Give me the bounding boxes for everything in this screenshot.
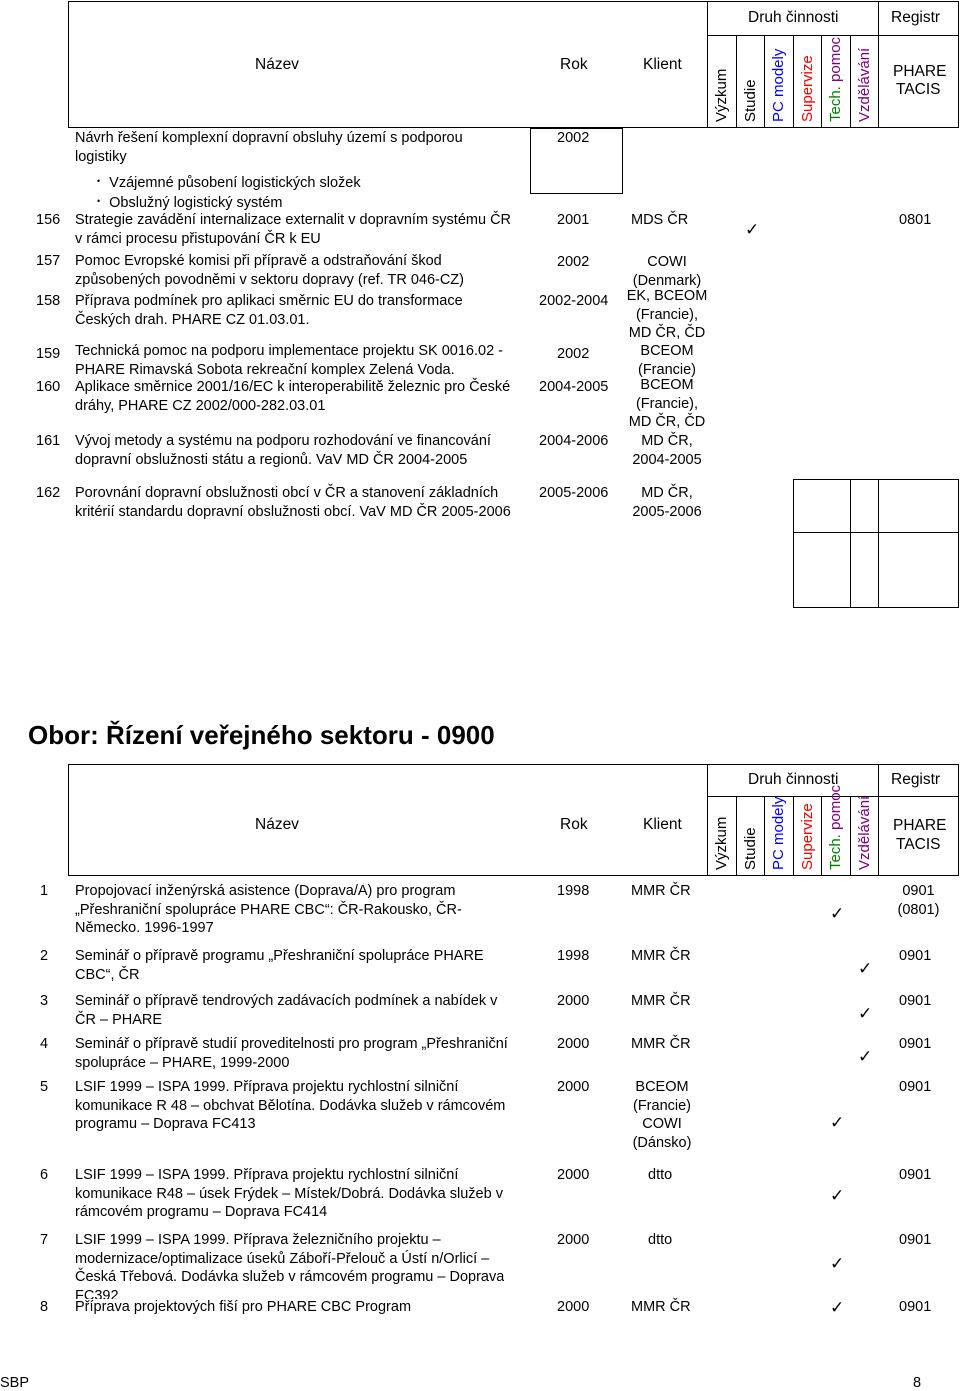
row-client: MMR ČR xyxy=(631,1299,691,1315)
registr-header: Registr xyxy=(891,771,941,788)
client-line: 2005-2006 xyxy=(632,503,702,520)
row-title-line: LSIF 1999 – ISPA 1999. Příprava projektu rychlostní silniční xyxy=(75,1167,459,1183)
tech-pomoc-header: Tech. pomoc xyxy=(827,36,844,122)
row-number: 6 xyxy=(40,1167,49,1183)
row-client xyxy=(612,376,722,432)
table-row xyxy=(75,211,511,248)
row-title-line: FC392 xyxy=(75,1287,119,1299)
row-registr: 0901 xyxy=(899,1167,932,1183)
row-title-line: Propojovací inženýrská asistence (Doprava/A) pro program xyxy=(75,883,456,899)
check-icon: ✓ xyxy=(830,1113,845,1132)
client-line: BCEOM xyxy=(635,1079,689,1095)
nazev-header: Název xyxy=(255,56,299,73)
check-icon: ✓ xyxy=(830,904,845,923)
phare-header: PHARE xyxy=(893,63,947,80)
row-title-line: Příprava podmínek pro aplikaci směrnic EU do transformace xyxy=(75,293,463,309)
row-year: 2001 xyxy=(557,212,590,228)
bullet-item: • Vzájemné působení logistických složek xyxy=(97,174,361,194)
client-line: COWI xyxy=(647,254,687,270)
row-year: 2002 xyxy=(557,254,590,270)
row-number: 1 xyxy=(40,883,49,899)
row-number: 2 xyxy=(40,948,49,964)
row-title-line: ČR – PHARE xyxy=(75,1011,163,1028)
row-client: MMR ČR xyxy=(631,883,691,899)
row-client xyxy=(612,1078,712,1152)
table-row xyxy=(75,1078,505,1134)
row-client: dtto xyxy=(648,1167,673,1183)
table-row xyxy=(75,432,491,469)
check-icon: ✓ xyxy=(830,1298,845,1317)
row-number: 156 xyxy=(36,212,61,228)
table-row xyxy=(75,992,497,1029)
row-client: MMR ČR xyxy=(631,1036,691,1052)
row-title-line: Aplikace směrnice 2001/16/EC k interoperabilitě železnic pro České xyxy=(75,379,511,395)
pc-modely-header: PC modely xyxy=(770,796,787,870)
row-year: 2000 xyxy=(557,1299,590,1315)
check-icon: ✓ xyxy=(830,1186,845,1205)
row-year: 2004-2005 xyxy=(539,379,609,395)
client-line: COWI xyxy=(642,1116,682,1132)
footer-page-number: 8 xyxy=(913,1375,922,1391)
row-title-line: Vývoj metody a systému na podporu rozhodování ve financování xyxy=(75,433,491,449)
registr-line: (0801) xyxy=(897,901,940,918)
row-title-line: komunikace R 48 – obchvat Bělotína. Dodávka služeb v rámcovém xyxy=(75,1097,506,1114)
check-icon: ✓ xyxy=(858,1004,873,1023)
row-year: 1998 xyxy=(557,948,590,964)
client-line: EK, BCEOM xyxy=(626,288,708,304)
client-line: BCEOM xyxy=(640,377,694,393)
row-year: 2000 xyxy=(557,1167,590,1183)
row-title-line: LSIF 1999 – ISPA 1999. Příprava projektu rychlostní silniční xyxy=(75,1079,459,1095)
row-title-line: Seminář o přípravě programu „Přeshraniční spolupráce PHARE xyxy=(75,948,484,964)
tacis-header: TACIS xyxy=(896,81,941,98)
studie-header: Studie xyxy=(742,827,759,870)
row-title-line: Seminář o přípravě studií proveditelnosti pro program „Přeshraniční xyxy=(75,1036,508,1052)
table-row xyxy=(75,1166,503,1222)
row-number: 8 xyxy=(40,1299,49,1315)
row-year: 2000 xyxy=(557,1232,590,1248)
row-number: 157 xyxy=(36,253,61,269)
klient-header: Klient xyxy=(643,816,682,833)
row-registr: 0901 xyxy=(899,1079,932,1095)
table-row xyxy=(75,129,463,166)
row-number: 158 xyxy=(36,293,61,309)
table1-empty-area xyxy=(793,479,959,608)
druh-cinnosti-header: Druh činnosti xyxy=(748,771,839,788)
table-row xyxy=(75,252,464,289)
row-client xyxy=(612,484,722,521)
row-registr: 0901 xyxy=(899,1232,932,1248)
table-row xyxy=(75,292,463,329)
nazev-header: Název xyxy=(255,816,299,833)
client-line: BCEOM xyxy=(640,343,694,359)
row-title-line: Česká Třebová. Dodávka služeb v rámcovém programu – Doprava xyxy=(75,1269,505,1285)
row-title-line: logistiky xyxy=(75,148,127,165)
table-row xyxy=(75,1231,504,1299)
row-number: 4 xyxy=(40,1036,49,1052)
registr-header: Registr xyxy=(891,9,941,26)
row-title-line: Německo. 1996-1997 xyxy=(75,920,214,936)
studie-header: Studie xyxy=(742,79,759,122)
row-registr xyxy=(878,882,959,919)
row-title-line: Pomoc Evropské komisi při přípravě a odstraňování škod xyxy=(75,253,442,269)
supervize-header: Supervize xyxy=(799,55,816,122)
row-client: MMR ČR xyxy=(631,948,691,964)
row-number: 5 xyxy=(40,1079,49,1095)
row-client: MDS ČR xyxy=(631,212,689,228)
client-line: (Francie), xyxy=(635,306,699,323)
row-title-line: programu – Doprava FC413 xyxy=(75,1116,256,1132)
vzdelavani-header: Vzdělávání xyxy=(856,795,873,870)
row-year: 2002-2004 xyxy=(539,293,609,309)
check-icon: ✓ xyxy=(745,220,760,239)
pc-modely-header: PC modely xyxy=(770,48,787,122)
row-title-line: dopravní obslužnosti státu a regionů. VaV MD ČR 2004-2005 xyxy=(75,451,468,468)
row-number: 160 xyxy=(36,379,61,395)
row-registr: 0901 xyxy=(899,948,932,964)
row-title-line: PHARE Rimavská Sobota rekreační komplex Zelená Voda. xyxy=(75,361,455,378)
vyzkum-header: Výzkum xyxy=(713,68,730,122)
table-row xyxy=(75,484,511,521)
table-row xyxy=(75,947,484,984)
tech-pomoc-header: Tech. pomoc xyxy=(827,784,844,870)
row-year: 2000 xyxy=(557,1079,590,1095)
row-registr: 0901 xyxy=(899,993,932,1009)
table-row xyxy=(75,1298,411,1317)
row-title-line: spolupráce – PHARE, 1999-2000 xyxy=(75,1054,290,1071)
client-line: MD ČR, xyxy=(641,433,693,449)
row-client: MMR ČR xyxy=(631,993,691,1009)
klient-header: Klient xyxy=(643,56,682,73)
row-year: 2005-2006 xyxy=(539,485,609,501)
rok-header: Rok xyxy=(560,56,588,73)
client-line: (Francie), xyxy=(635,395,699,412)
client-line: MD ČR, xyxy=(641,485,693,501)
row-registr: 0801 xyxy=(899,212,932,228)
row-title-line: způsobených povodněmi v sektoru dopravy (ref. TR 046-CZ) xyxy=(75,271,464,288)
check-icon: ✓ xyxy=(858,959,873,978)
row-year: 2000 xyxy=(557,1036,590,1052)
row-client xyxy=(612,432,722,469)
section-title: Obor: Řízení veřejného sektoru - 0900 xyxy=(28,720,495,750)
row-number: 3 xyxy=(40,993,49,1009)
row-title-line: Strategie zavádění internalizace externalit v dopravním systému ČR xyxy=(75,212,512,228)
row-title-line: Návrh řešení komplexní dopravní obsluhy území s podporou xyxy=(75,130,463,146)
row-number: 161 xyxy=(36,433,61,449)
row-title-line: CBC“, ČR xyxy=(75,966,140,983)
row-title-line: modernizace/optimalizace úseků Záboří-Přelouč a Ústí n/Orlicí – xyxy=(75,1250,490,1267)
client-line: 2004-2005 xyxy=(632,451,702,468)
row-client: dtto xyxy=(648,1232,673,1248)
row-number: 162 xyxy=(36,485,61,501)
row-title-line: Českých drah. PHARE CZ 01.03.01. xyxy=(75,311,310,328)
rok-header: Rok xyxy=(560,816,588,833)
row-title-line: kritérií standardu dopravní obslužnosti obcí. VaV MD ČR 2005-2006 xyxy=(75,503,511,520)
client-line: MD ČR, ČD xyxy=(628,325,706,341)
client-line: (Denmark) xyxy=(632,272,702,289)
row-title-line: Porovnání dopravní obslužnosti obcí v ČR a stanovení základních xyxy=(75,485,499,501)
druh-cinnosti-header: Druh činnosti xyxy=(748,9,839,26)
client-line: (Dánsko) xyxy=(632,1134,692,1151)
tacis-header: TACIS xyxy=(896,836,941,853)
row-title-line: rámcovém programu – Doprava FC414 xyxy=(75,1204,328,1220)
phare-header: PHARE xyxy=(893,817,947,834)
row-title-line: v rámci procesu přistupování ČR k EU xyxy=(75,230,321,247)
row-title-line: komunikace R48 – úsek Frýdek – Místek/Dobrá. Dodávka služeb v xyxy=(75,1185,503,1202)
row-title-line: „Přeshraniční spolupráce PHARE CBC“: ČR-Rakousko, ČR- xyxy=(75,901,462,918)
row-year: 2002 xyxy=(557,130,590,146)
table-row xyxy=(75,342,503,379)
row-year: 1998 xyxy=(557,883,590,899)
row-title-line: Technická pomoc na podporu implementace projektu SK 0016.02 - xyxy=(75,343,504,359)
row-client xyxy=(612,253,722,290)
vzdelavani-header: Vzdělávání xyxy=(856,47,873,122)
row-number: 7 xyxy=(40,1232,49,1248)
row-year: 2002 xyxy=(557,346,590,362)
row-title-line: Příprava projektových fiší pro PHARE CBC Program xyxy=(75,1299,412,1315)
supervize-header: Supervize xyxy=(799,803,816,870)
row-title-line: dráhy, PHARE CZ 2002/000-282.03.01 xyxy=(75,397,326,414)
row-client xyxy=(612,342,722,379)
row-year: 2004-2006 xyxy=(539,433,609,449)
client-line: (Francie) xyxy=(632,1097,691,1114)
row-registr: 0901 xyxy=(899,1299,932,1315)
client-line: MD ČR, ČD xyxy=(628,414,706,430)
table-row xyxy=(75,882,462,938)
bullet-item: • Obslužný logistický systém xyxy=(97,194,361,214)
table-row xyxy=(75,1035,508,1072)
row-number: 159 xyxy=(36,346,61,362)
row-title-line: LSIF 1999 – ISPA 1999. Příprava železničního projektu – xyxy=(75,1232,441,1248)
footer-left: SBP xyxy=(0,1375,30,1391)
table-row xyxy=(75,378,510,415)
row-registr: 0901 xyxy=(899,1036,932,1052)
row-title-line: Seminář o přípravě tendrových zadávacích podmínek a nabídek v xyxy=(75,993,498,1009)
table-row xyxy=(97,174,361,213)
vyzkum-header: Výzkum xyxy=(713,816,730,870)
check-icon: ✓ xyxy=(830,1254,845,1273)
row-client xyxy=(612,287,722,343)
client-line: (Francie) xyxy=(637,361,696,378)
row-year: 2000 xyxy=(557,993,590,1009)
check-icon: ✓ xyxy=(858,1047,873,1066)
registr-line: 0901 xyxy=(902,883,935,899)
